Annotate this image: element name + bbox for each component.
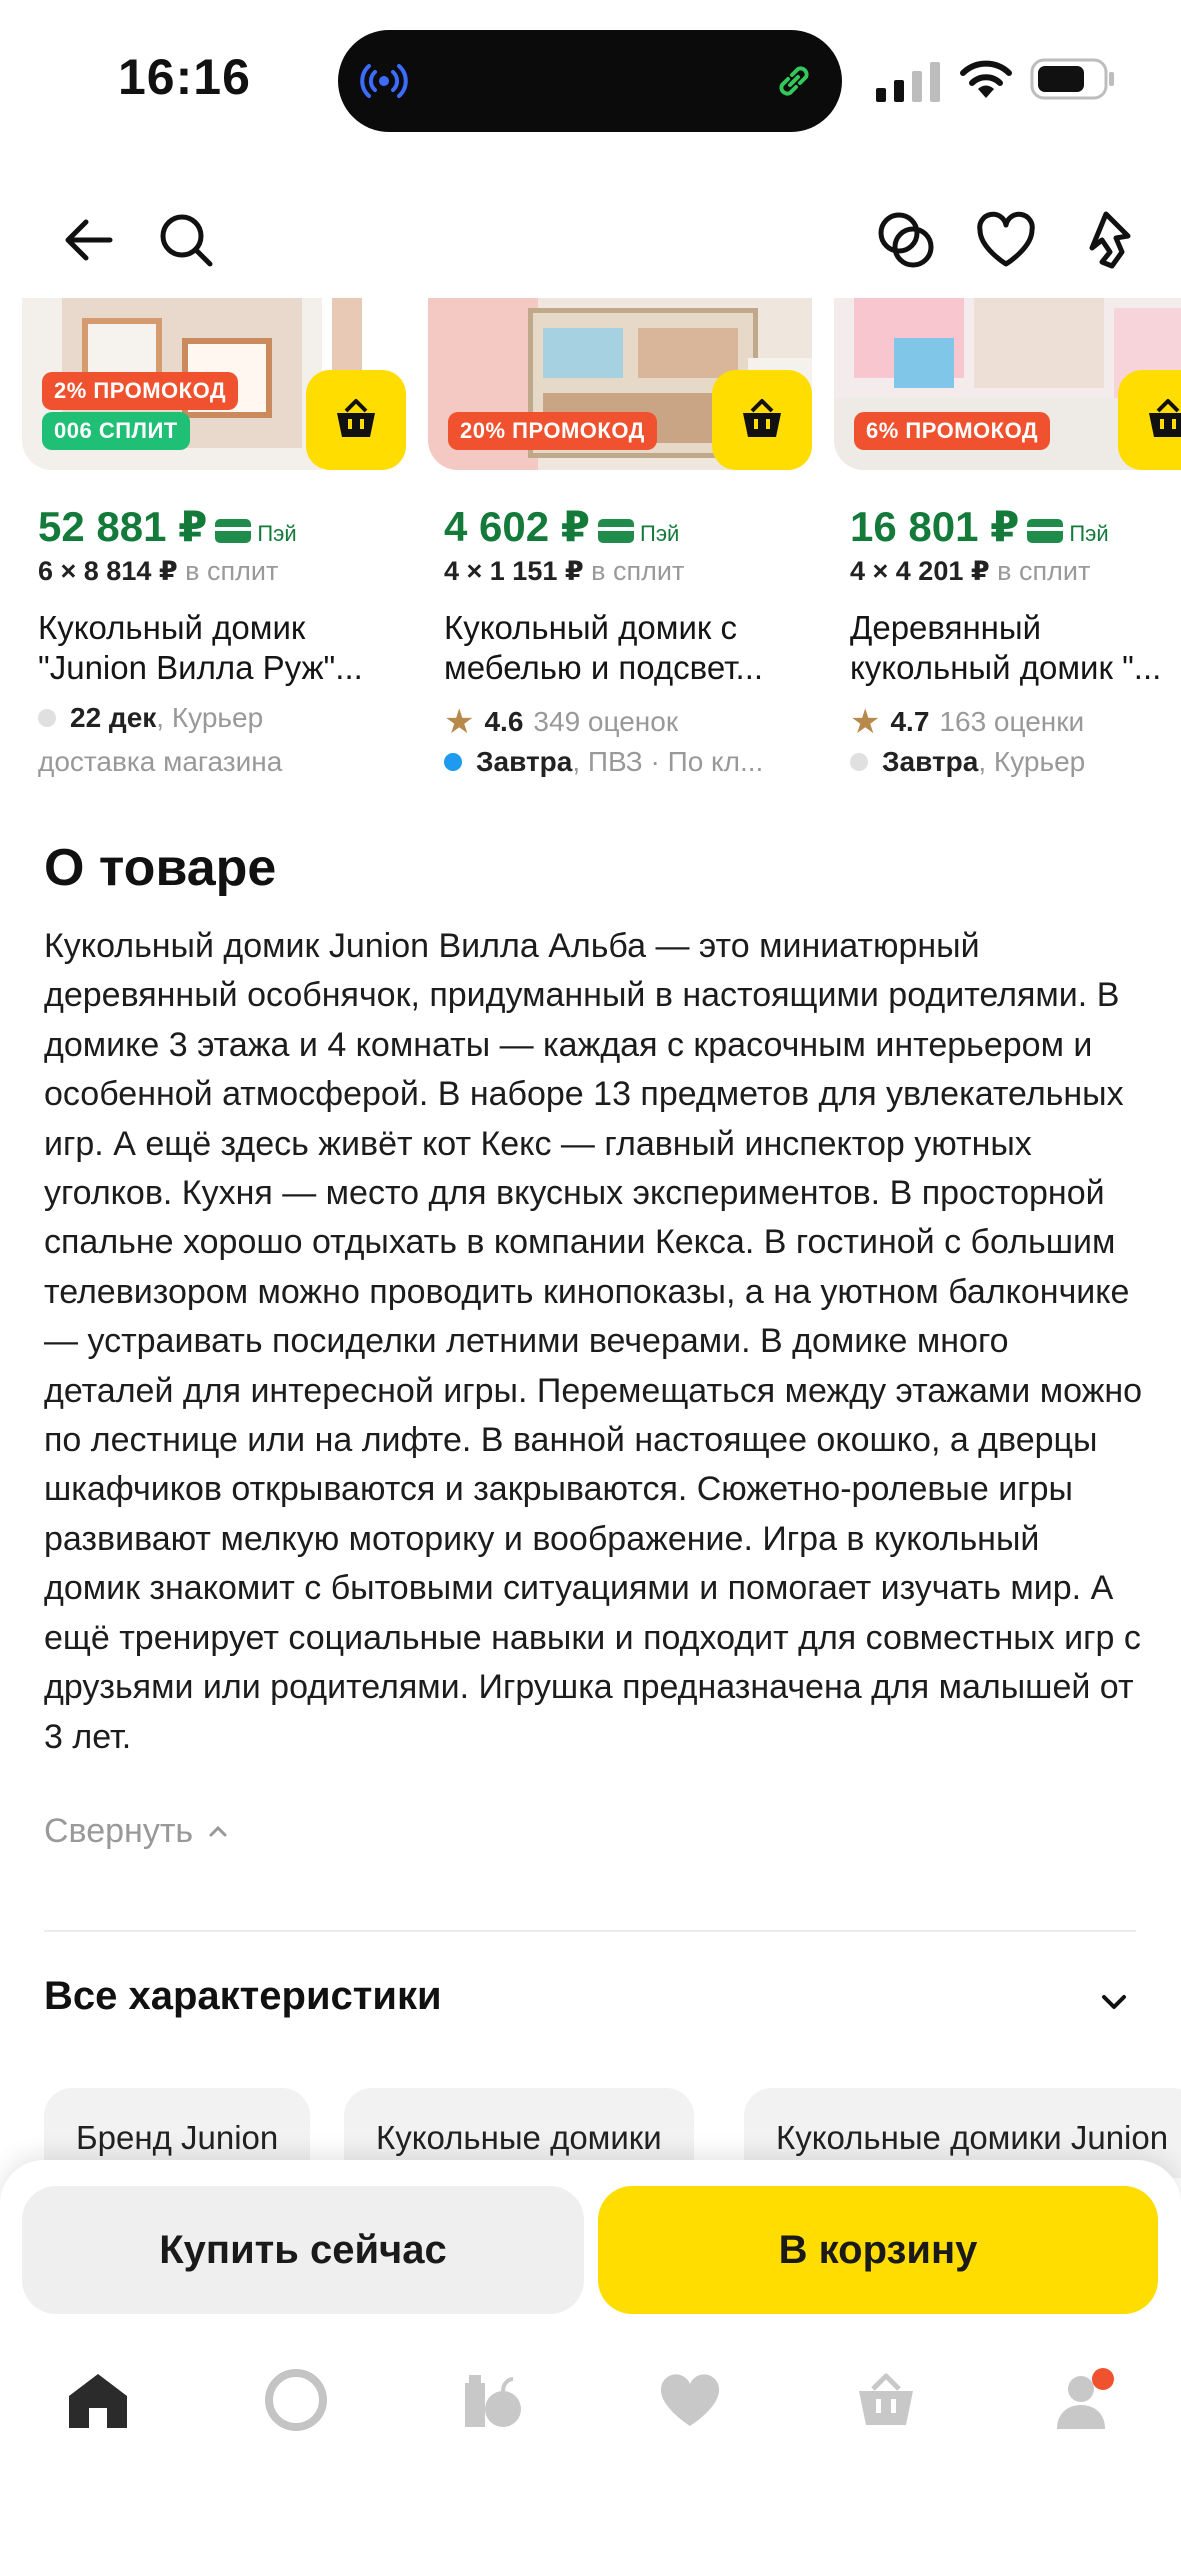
delivery-date: Завтра <box>476 746 573 777</box>
cellular-signal-icon <box>876 62 942 102</box>
basket-icon <box>737 395 787 445</box>
product-price: 16 801 ₽ <box>850 503 1020 550</box>
delivery-info <box>38 702 263 734</box>
split-label: в сплит <box>989 556 1091 586</box>
split-value: 4 × 4 201 ₽ <box>850 556 990 586</box>
pay-label: Пэй <box>1069 521 1109 546</box>
about-section-title: О товаре <box>44 839 277 897</box>
rating-value: 4.7 <box>890 706 930 737</box>
battery-icon <box>1030 58 1116 100</box>
status-bar <box>0 0 1181 160</box>
home-icon <box>65 2370 131 2430</box>
heart-icon <box>974 208 1038 272</box>
rating-value: 4.6 <box>484 706 524 737</box>
delivery-info <box>444 746 763 778</box>
tab-bar <box>0 2360 1181 2440</box>
price-row <box>38 502 297 551</box>
split-row <box>444 556 684 587</box>
collapse-label: Свернуть <box>44 1812 194 1850</box>
rating-info <box>850 702 1084 742</box>
delivery-dot-icon <box>38 709 56 727</box>
product-title[interactable]: Кукольный домик "Junion Вилла Руж"... <box>38 609 363 686</box>
dynamic-island <box>338 30 842 132</box>
basket-icon <box>331 395 381 445</box>
split-value: 4 × 1 151 ₽ <box>444 556 584 586</box>
alice-icon <box>263 2367 329 2433</box>
delivery-method: , Курьер <box>978 746 1086 777</box>
chevron-up-icon <box>207 1821 229 1843</box>
back-button[interactable] <box>48 200 128 280</box>
reviews-count: 349 оценок <box>533 706 679 737</box>
top-navigation <box>0 190 1181 290</box>
tab-favorites[interactable] <box>650 2360 730 2440</box>
promo-badge: 6% ПРОМОКОД <box>854 412 1050 450</box>
product-title[interactable]: Деревянный кукольный домик "... <box>850 609 1162 686</box>
add-to-cart-button[interactable] <box>1118 370 1181 470</box>
split-label: в сплит <box>177 556 279 586</box>
wifi-icon <box>958 56 1014 100</box>
tab-home[interactable] <box>58 2360 138 2440</box>
product-card[interactable] <box>428 298 812 798</box>
delivery-method: , Курьер <box>156 702 264 733</box>
cart-icon <box>853 2369 919 2431</box>
product-price: 4 602 ₽ <box>444 503 590 550</box>
pay-card-icon <box>598 519 634 543</box>
spec-chip[interactable]: Бренд Junion <box>44 2088 310 2178</box>
pay-label: Пэй <box>257 521 297 546</box>
price-row <box>444 502 679 551</box>
add-to-cart-button[interactable] <box>306 370 406 470</box>
basket-icon <box>1143 395 1181 445</box>
status-time: 16:16 <box>118 49 251 105</box>
all-specs-title[interactable]: Все характеристики <box>44 1974 442 2018</box>
tab-alice[interactable] <box>256 2360 336 2440</box>
tab-catalog[interactable] <box>452 2360 532 2440</box>
arrow-left-icon <box>60 212 116 268</box>
pay-card-icon <box>1027 519 1063 543</box>
price-row <box>850 502 1109 551</box>
star-icon: ★ <box>850 703 881 741</box>
rating-info <box>444 702 678 742</box>
spec-chip[interactable]: Кукольные домики <box>344 2088 694 2178</box>
share-icon <box>1072 208 1136 272</box>
split-value: 6 × 8 814 ₽ <box>38 556 178 586</box>
similar-products-carousel <box>0 298 1181 798</box>
chevron-down-icon[interactable] <box>1090 1978 1138 2026</box>
product-card[interactable] <box>834 298 1181 798</box>
product-price: 52 881 ₽ <box>38 503 208 550</box>
tab-profile[interactable] <box>1044 2360 1124 2440</box>
collapse-button[interactable] <box>44 1812 229 1851</box>
delivery-date: 22 дек <box>70 702 157 733</box>
catalog-icon <box>459 2369 525 2431</box>
split-row <box>38 556 278 587</box>
share-button[interactable] <box>1064 200 1144 280</box>
compare-button[interactable] <box>866 200 946 280</box>
star-icon: ★ <box>444 703 475 741</box>
delivery-method: , ПВЗ · По кл... <box>572 746 764 777</box>
broadcast-icon <box>358 55 410 107</box>
reviews-count: 163 оценки <box>939 706 1085 737</box>
product-title[interactable]: Кукольный домик с мебелью и подсвет... <box>444 609 764 686</box>
tab-cart[interactable] <box>846 2360 926 2440</box>
delivery-date: Завтра <box>882 746 979 777</box>
compare-icon <box>874 208 938 272</box>
spec-chip[interactable]: Кукольные домики Junion <box>744 2088 1181 2178</box>
search-icon <box>156 210 216 270</box>
add-to-cart-main-button[interactable]: В корзину <box>598 2186 1158 2314</box>
delivery-extra: доставка магазина <box>38 746 283 777</box>
delivery-info <box>850 746 1085 778</box>
section-divider <box>44 1930 1136 1932</box>
profile-icon <box>1051 2367 1117 2433</box>
pay-label: Пэй <box>640 521 680 546</box>
delivery-dot-icon <box>444 753 462 771</box>
split-row <box>850 556 1090 587</box>
split-label: в сплит <box>583 556 685 586</box>
product-card[interactable] <box>22 298 406 798</box>
split-badge: 006 СПЛИТ <box>42 412 190 450</box>
about-description: Кукольный домик Junion Вилла Альба — это миниатюрный деревянный особнячок, придуманный в настоящими родителями. В домике 3 этажа и 4 комнаты — каждая с красочным интерьером и особенной атмосферой. В наборе 13 предметов для увлекательных игр. А ещё здесь живёт кот Кекс — главный инспектор уютных уголков. Кухня — место для вкусных экспериментов. В просторной спальне хорошо отдыхать в компании Кекса. В гостиной с большим телевизором можно проводить кинопоказы, а на уютном балкончике — устраивать посиделки летними вечерами. В домике много деталей для интересной игры. Перемещаться между этажами можно по лестнице или на лифте. В ванной настоящее окошко, а дверцы шкафчиков открываются и закрываются. Сюжетно-ролевые игры развивают мелкую моторику и воображение. Игра в кукольный домик знакомит с бытовыми ситуациями и помогает изучать мир. А ещё тренирует социальные навыки и подходит для совместных игр с друзьями или родителями. Игрушка предназначена для малышей от 3 лет. <box>44 927 1143 1756</box>
search-button[interactable] <box>146 200 226 280</box>
favorites-icon <box>657 2370 723 2430</box>
buy-now-button[interactable]: Купить сейчас <box>22 2186 584 2314</box>
favorite-button[interactable] <box>966 200 1046 280</box>
promo-badge: 20% ПРОМОКОД <box>448 412 657 450</box>
add-to-cart-button[interactable] <box>712 370 812 470</box>
pay-card-icon <box>215 519 251 543</box>
delivery-dot-icon <box>850 753 868 771</box>
link-icon <box>768 55 820 107</box>
promo-badge: 2% ПРОМОКОД <box>42 372 238 410</box>
